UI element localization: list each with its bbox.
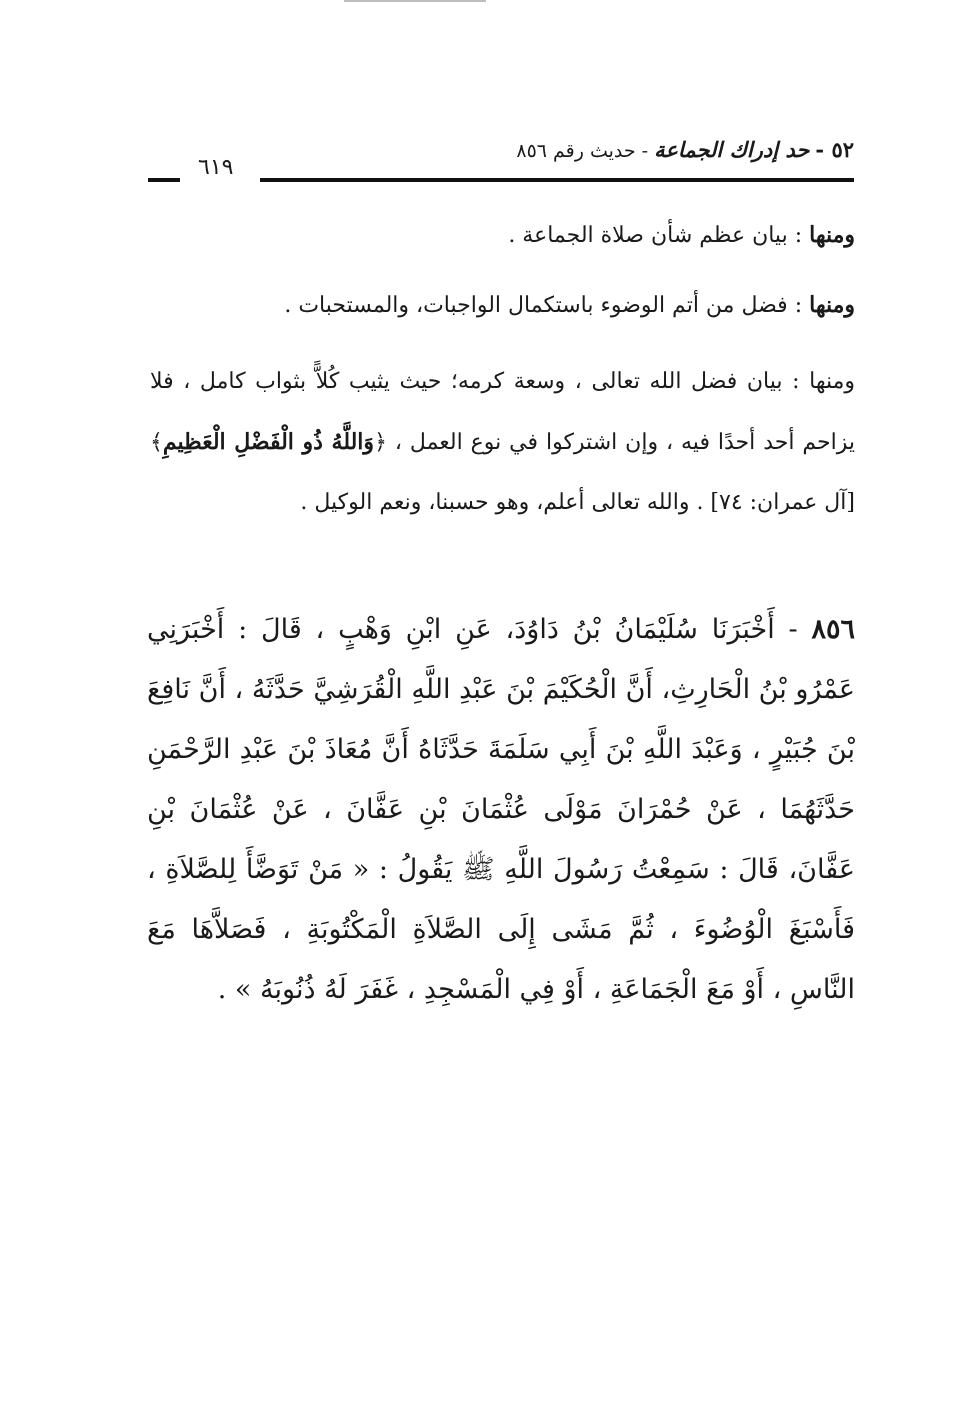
page-header	[148, 135, 854, 191]
top-rule	[344, 0, 486, 2]
page-number: ٦١٩	[198, 155, 234, 180]
paragraph-lead: ومنها	[809, 369, 856, 394]
hadith-text	[147, 600, 855, 1020]
hadith-number: ٨٥٦	[811, 614, 855, 645]
header-rule-right	[260, 178, 854, 182]
hadith-reference: - حديث رقم ٨٥٦	[516, 140, 649, 162]
benefit-paragraph-1	[155, 212, 855, 259]
quran-verse: وَاللَّهُ ذُو الْفَضْلِ الْعَظِيمِ	[162, 429, 375, 455]
chapter-name: حد إدراك الجماعة	[654, 137, 810, 162]
benefit-paragraph-3	[150, 352, 855, 533]
benefit-paragraph-2	[155, 282, 855, 329]
paragraph-lead: ومنها	[809, 222, 855, 248]
paragraph-lead: ومنها	[809, 292, 855, 318]
paragraph-text-end: ﴾ [آل عمران: ٧٤] . والله تعالى أعلم، وهو حسبنا، ونعم الوكيل .	[150, 430, 855, 515]
chapter-number: ٥٢ -	[815, 137, 854, 162]
paragraph-text: : بيان عظم شأن صلاة الجماعة .	[508, 223, 803, 248]
running-title	[516, 135, 854, 166]
header-rule-left	[148, 178, 180, 182]
paragraph-text: : فضل من أتم الوضوء باستكمال الواجبات، والمستحبات .	[284, 293, 803, 318]
paragraph-text: : بيان فضل الله تعالى ، وسعة كرمه؛ حيث يثيب كُلاًّ بثواب كامل ، فلا يزاحم أحد أحدًا فيه ، وإن اشتركوا في نوع العمل ، ﴿	[150, 369, 855, 455]
hadith-body: - أَخْبَرَنَا سُلَيْمَانُ بْنُ دَاوُدَ، عَنِ ابْنِ وَهْبٍ ، قَالَ : أَخْبَرَنِي عَمْرُو بْنُ الْحَارِثِ، أَنَّ الْحُكَيْمَ بْنَ عَبْدِ اللَّهِ الْقُرَشِيَّ حَدَّثَهُ ، أَنَّ نَافِعَ بْنَ جُبَيْرٍ ، وَعَبْدَ اللَّهِ بْنَ أَبِي سَلَمَةَ حَدَّثَاهُ أَنَّ مُعَاذَ بْنَ عَبْدِ الرَّحْمَنِ حَدَّثَهُمَا ، عَنْ حُمْرَانَ مَوْلَى عُثْمَانَ بْنِ عَفَّانَ ، عَنْ عُثْمَانَ بْنِ عَفَّانَ، قَالَ : سَمِعْتُ رَسُولَ اللَّهِ ﷺ يَقُولُ : « مَنْ تَوَضَّأَ لِلصَّلاَةِ ، فَأَسْبَغَ الْوُضُوءَ ، ثُمَّ مَشَى إِلَى الصَّلاَةِ الْمَكْتُوبَةِ ، فَصَلاَّهَا مَعَ النَّاسِ ، أَوْ مَعَ الْجَمَاعَةِ ، أَوْ فِي الْمَسْجِدِ ، غَفَرَ لَهُ ذُنُوبَهُ » .	[147, 614, 855, 1005]
